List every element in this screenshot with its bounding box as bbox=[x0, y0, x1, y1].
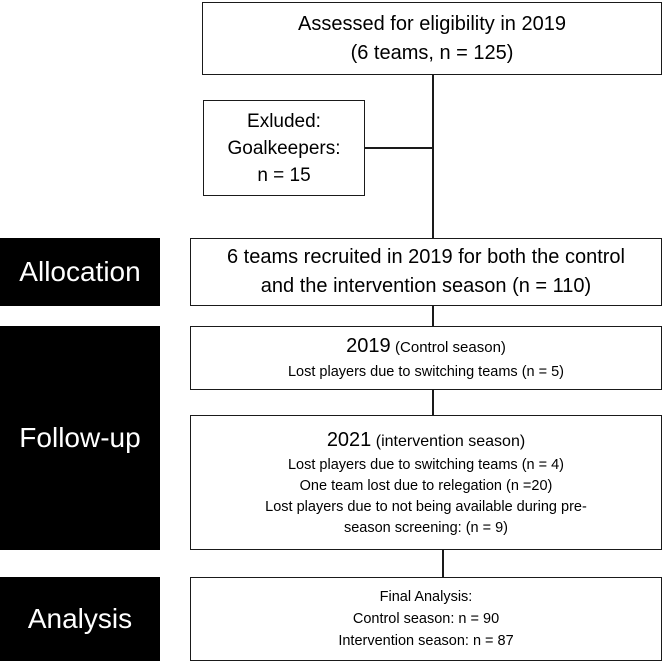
intervention-line2: One team lost due to relegation (n =20) bbox=[299, 477, 553, 494]
allocation-line1: 6 teams recruited in 2019 for both the control bbox=[226, 246, 625, 268]
connector-to-excluded bbox=[364, 147, 433, 149]
control-season-label: (Control season) bbox=[395, 339, 506, 356]
control-season-heading bbox=[346, 333, 506, 361]
analysis-line2: Control season: n = 90 bbox=[352, 611, 500, 627]
excluded-box bbox=[203, 100, 365, 196]
control-season-detail: Lost players due to switching teams (n = 5) bbox=[287, 364, 565, 380]
connector-allocation-to-control bbox=[432, 305, 434, 326]
eligibility-box bbox=[202, 2, 662, 75]
analysis-box bbox=[190, 577, 662, 661]
connector-control-to-intervention bbox=[432, 389, 434, 415]
excluded-line3: n = 15 bbox=[257, 164, 311, 186]
eligibility-line2: (6 teams, n = 125) bbox=[350, 41, 514, 64]
control-season-box bbox=[190, 326, 662, 390]
excluded-line2: Goalkeepers: bbox=[227, 137, 341, 159]
analysis-line3: Intervention season: n = 87 bbox=[338, 633, 514, 649]
intervention-season-box bbox=[190, 415, 662, 550]
analysis-line1: Final Analysis: bbox=[379, 589, 473, 605]
allocation-label: Allocation bbox=[0, 238, 160, 306]
allocation-box bbox=[190, 238, 662, 306]
intervention-line1: Lost players due to switching teams (n = 4) bbox=[287, 456, 565, 473]
analysis-label: Analysis bbox=[0, 577, 160, 661]
intervention-line3: Lost players due to not being available during pre- bbox=[265, 498, 587, 515]
followup-label: Follow-up bbox=[0, 326, 160, 550]
connector-intervention-to-analysis bbox=[442, 549, 444, 577]
eligibility-line1: Assessed for eligibility in 2019 bbox=[298, 12, 566, 35]
intervention-season-heading bbox=[327, 427, 525, 455]
control-year: 2019 bbox=[346, 335, 391, 357]
allocation-line2: and the intervention season (n = 110) bbox=[260, 275, 592, 297]
intervention-season-label: (intervention season) bbox=[375, 432, 526, 450]
intervention-year: 2021 bbox=[326, 428, 372, 451]
excluded-line1: Exluded: bbox=[247, 110, 321, 132]
connector-eligibility-to-allocation bbox=[432, 74, 434, 238]
intervention-line4: season screening: (n = 9) bbox=[343, 519, 509, 536]
